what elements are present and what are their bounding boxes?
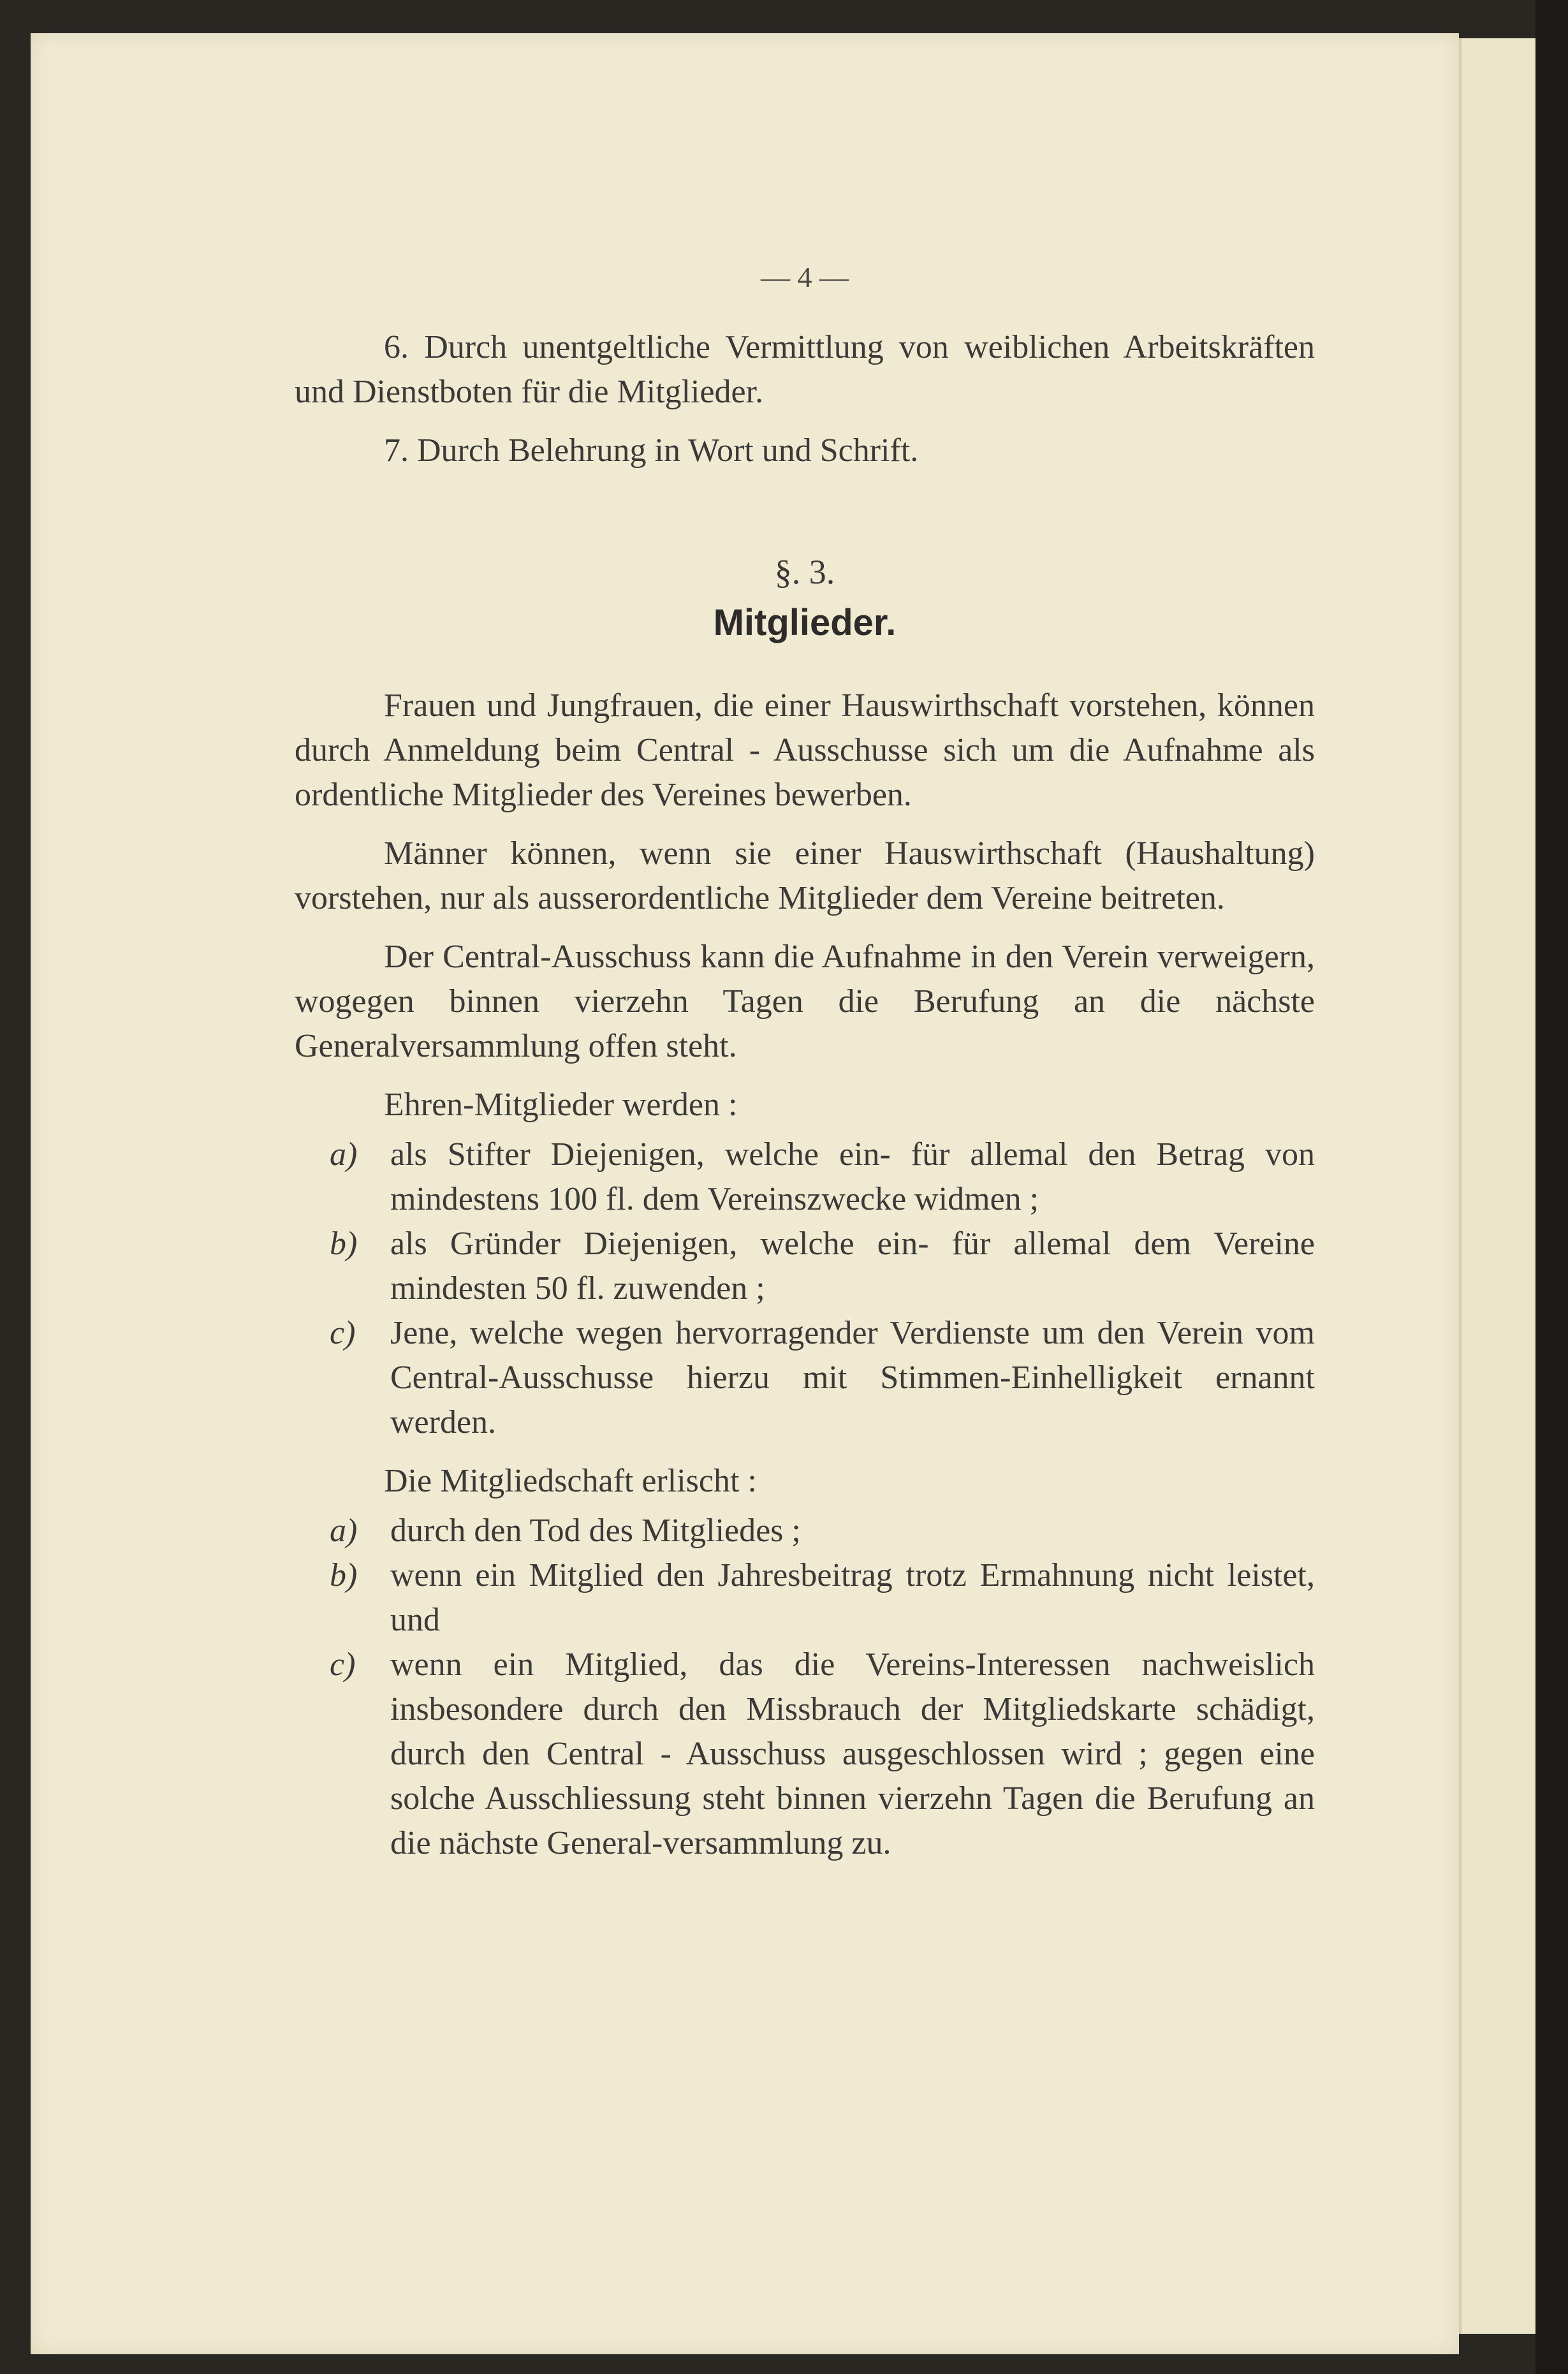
honorary-item-c	[295, 1311, 1315, 1445]
scan-border	[1535, 0, 1568, 2374]
paragraph-ordinary-members: Frauen und Jungfrauen, die einer Hauswirthschaft vorstehen, können durch Anmeldung beim Central - Ausschusse sich um die Aufnahme als ordentliche Mitglieder des Vereines bewerben.	[295, 687, 1315, 813]
item-text: durch den Tod des Mitgliedes ;	[390, 1513, 801, 1549]
termination-item-b	[295, 1553, 1315, 1643]
item-text: wenn ein Mitglied den Jahresbeitrag trotz Ermahnung nicht leistet, und	[390, 1557, 1315, 1638]
termination-item-a	[295, 1509, 1315, 1553]
honorary-item-b	[295, 1222, 1315, 1311]
paragraph-extraordinary-members: Männer können, wenn sie einer Hauswirthschaft (Haushaltung) vorstehen, nur als ausserordentliche Mitglieder dem Vereine beitreten.	[295, 835, 1315, 916]
termination-item-c	[295, 1643, 1315, 1866]
paragraph-admission-refusal: Der Central-Ausschuss kann die Aufnahme in den Verein verweigern, wogegen binnen vierzehn Tagen die Berufung an die nächste Generalversammlung offen steht.	[295, 939, 1315, 1064]
item-marker: a)	[330, 1513, 358, 1549]
adjacent-page-edge	[1459, 38, 1538, 2334]
list-item-6: 6. Durch unentgeltliche Vermittlung von weiblichen Arbeitskräften und Dienstboten für die Mitglieder.	[295, 329, 1315, 410]
item-text: als Gründer Diejenigen, welche ein- für allemal dem Vereine mindesten 50 fl. zuwenden ;	[390, 1226, 1315, 1307]
item-marker: c)	[330, 1646, 356, 1683]
honorary-members-intro: Ehren-Mitglieder werden :	[384, 1087, 738, 1123]
item-text: Jene, welche wegen hervorragender Verdienste um den Verein vom Central-Ausschusse hierzu mit Stimmen-Einhelligkeit ernannt werden.	[390, 1315, 1315, 1440]
item-text: als Stifter Diejenigen, welche ein- für allemal den Betrag von mindestens 100 fl. dem Vereinszwecke widmen ;	[390, 1136, 1315, 1217]
section-number: §. 3.	[774, 553, 835, 591]
item-marker: b)	[330, 1226, 358, 1262]
item-text: wenn ein Mitglied, das die Vereins-Interessen nachweislich insbesondere durch den Missbrauch der Mitgliedskarte schädigt, durch den Central - Ausschuss ausgeschlossen wird ; gegen eine solche Ausschliessung steht binnen vierzehn Tagen die Berufung an die nächste General-versammlung zu.	[390, 1646, 1315, 1861]
item-marker: b)	[330, 1557, 358, 1594]
section-title: Mitglieder.	[713, 602, 897, 643]
termination-intro: Die Mitgliedschaft erlischt :	[384, 1463, 757, 1499]
page-number: — 4 —	[761, 261, 849, 293]
item-marker: c)	[330, 1315, 356, 1351]
honorary-item-a	[295, 1132, 1315, 1222]
item-marker: a)	[330, 1136, 358, 1173]
page-content	[295, 255, 1315, 1866]
list-item-7: 7. Durch Belehrung in Wort und Schrift.	[384, 432, 919, 469]
